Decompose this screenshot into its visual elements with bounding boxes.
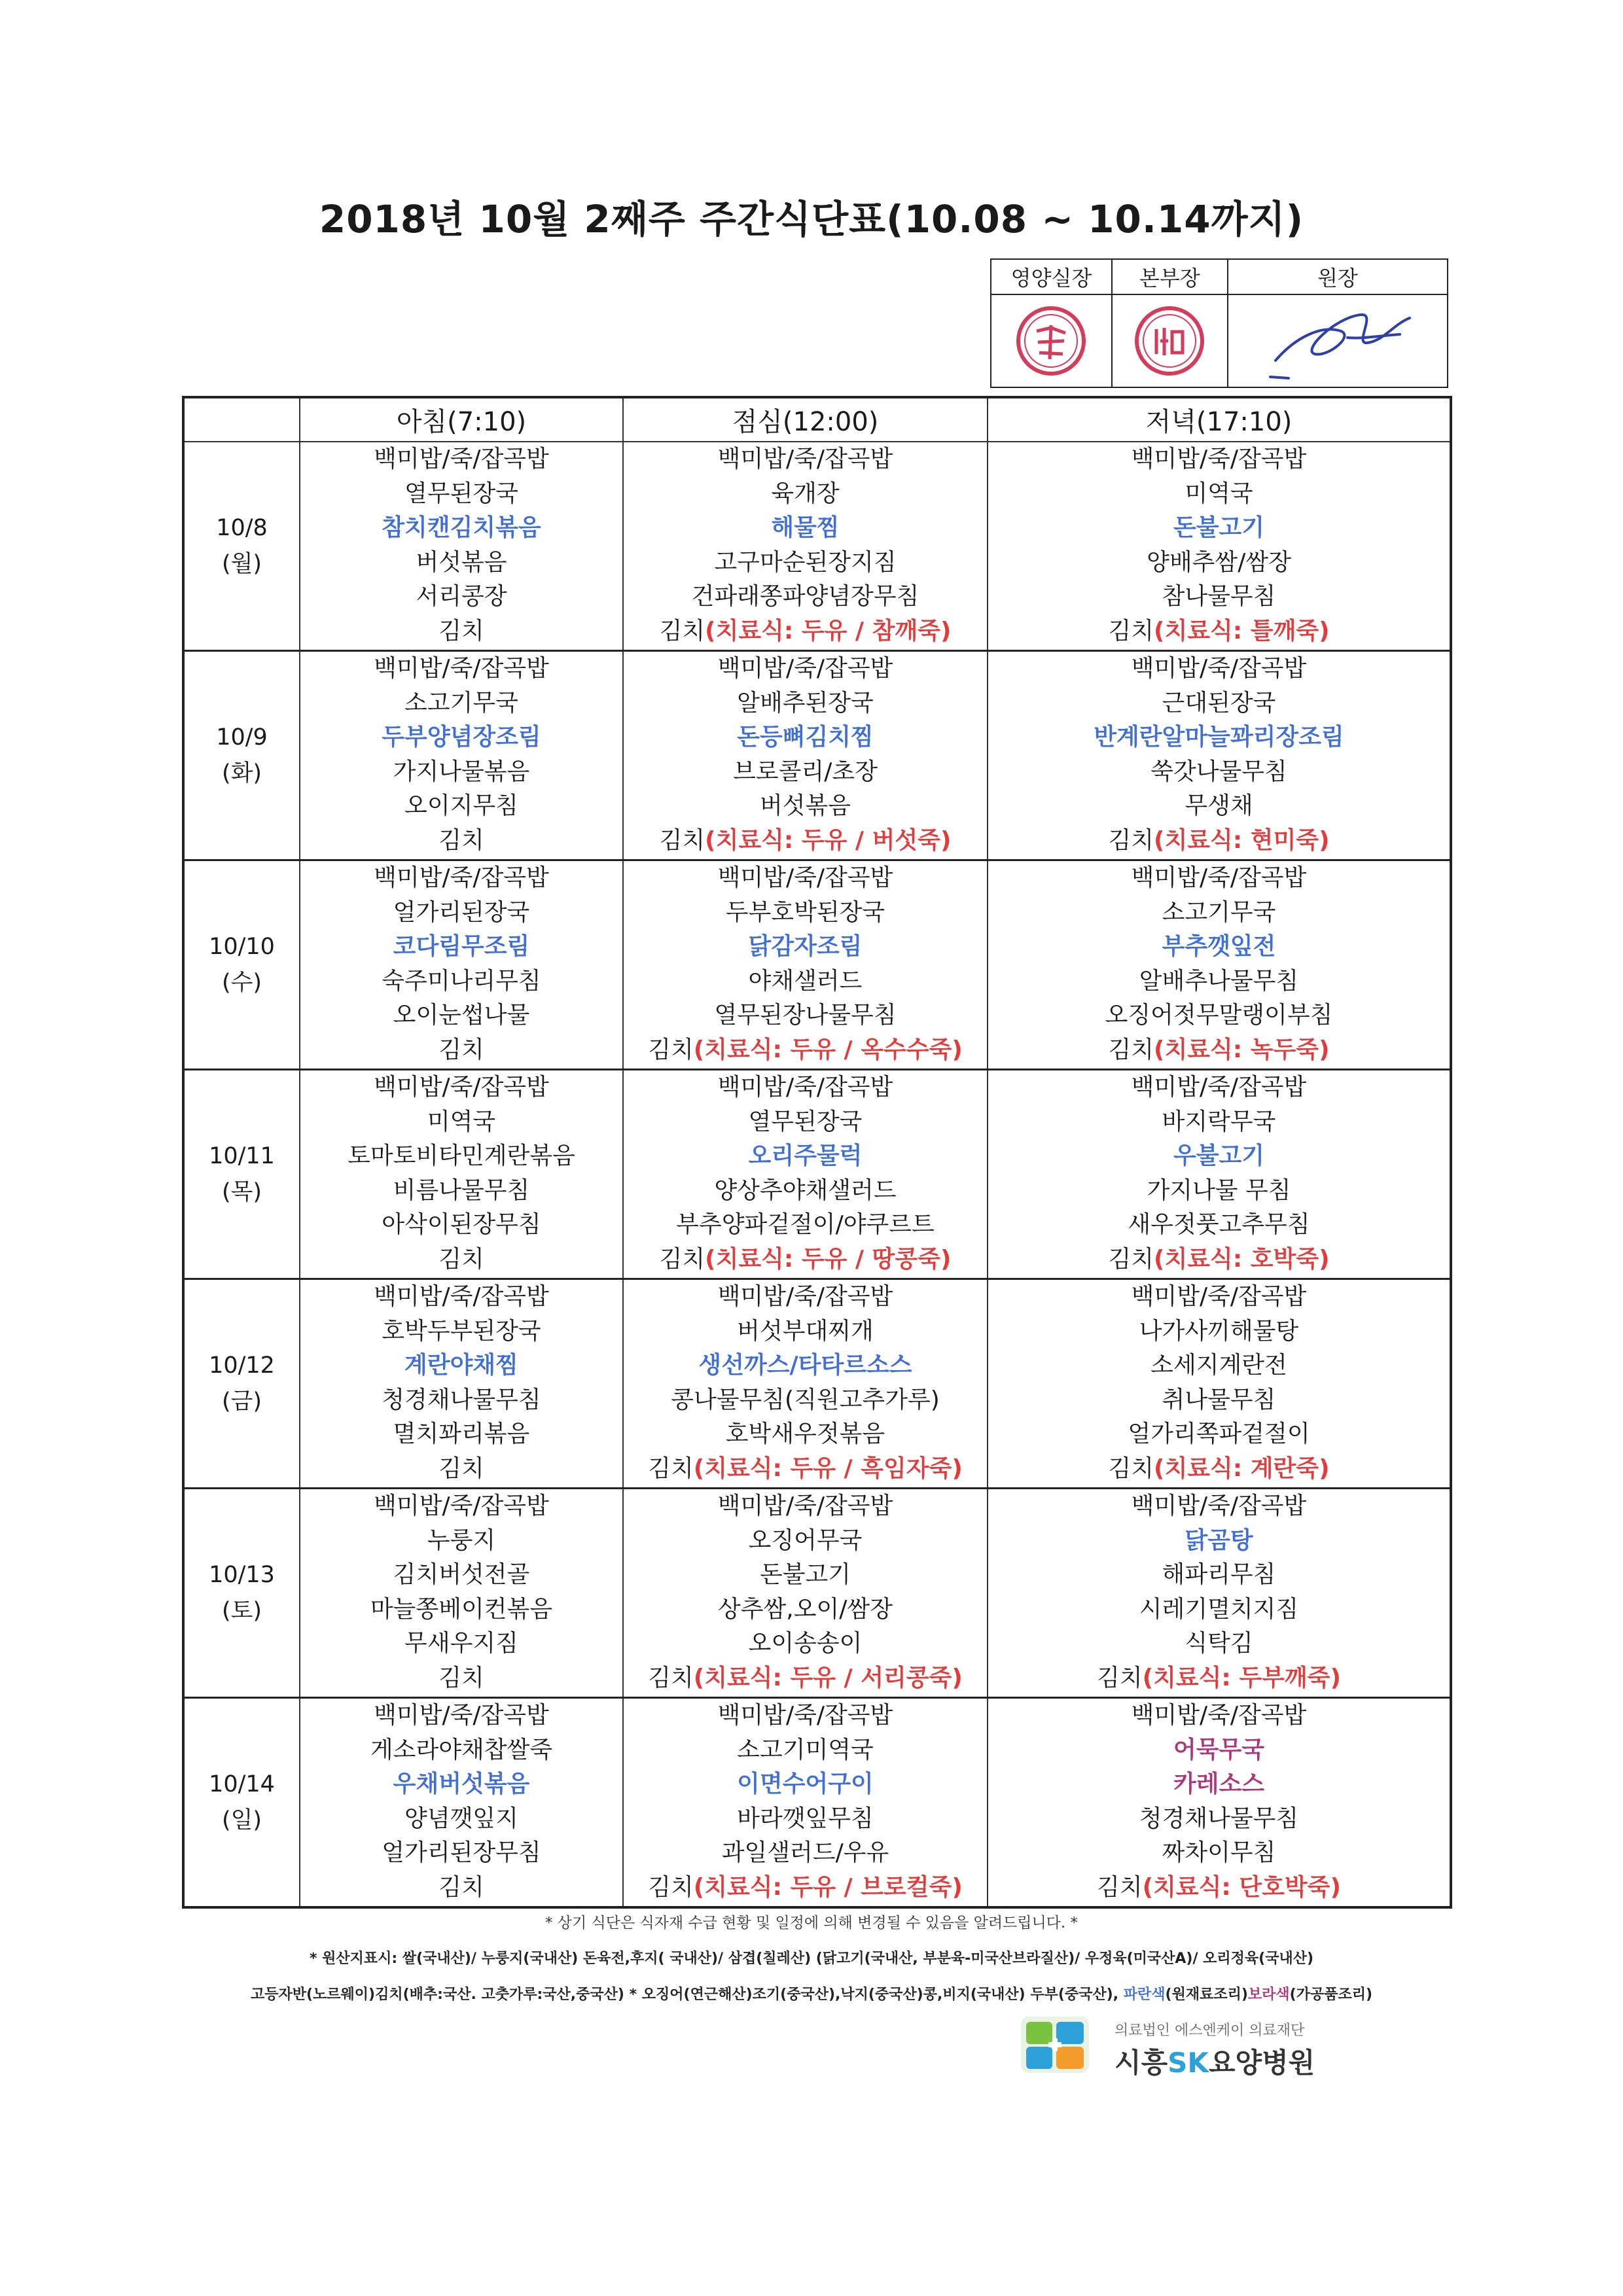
kimchi-label: 김치 xyxy=(1108,1245,1154,1273)
menu-item: 얼가리된장국 xyxy=(393,898,530,926)
day-cell xyxy=(183,651,300,860)
menu-item: 소고기미역국 xyxy=(737,1736,874,1763)
menu-item-main: 우채버섯볶음 xyxy=(393,1771,530,1797)
menu-item-main: 우불고기 xyxy=(1173,1142,1265,1169)
menu-item: 양념깻잎지 xyxy=(404,1805,518,1832)
menu-item-main: 생선까스/타타르소스 xyxy=(698,1352,912,1379)
menu-item-main: 코다림무조림 xyxy=(393,933,530,960)
menu-item: 백미밥/죽/잡곡밥 xyxy=(717,446,893,472)
menu-item-kimchi xyxy=(988,614,1450,649)
breakfast-cell xyxy=(300,442,623,651)
dinner-cell xyxy=(988,860,1451,1070)
menu-item: 소고기무국 xyxy=(404,689,518,716)
menu-item-main: 이면수어구이 xyxy=(737,1771,874,1797)
day-cell xyxy=(183,442,300,651)
menu-item: 버섯볶음 xyxy=(416,548,507,576)
menu-item: 무새우지짐 xyxy=(404,1630,518,1657)
weekly-menu-table xyxy=(182,396,1452,1909)
kimchi-label: 김치 xyxy=(648,1036,694,1063)
menu-item: 건파래쫑파양념장무침 xyxy=(691,583,919,610)
therapy-diet: (치료식: 계란죽) xyxy=(1154,1455,1330,1482)
breakfast-cell xyxy=(300,1070,623,1279)
dinner-cell xyxy=(988,442,1451,651)
logo-name xyxy=(1115,2041,1315,2081)
lunch-cell xyxy=(623,442,988,651)
menu-item: 짜차이무침 xyxy=(1162,1839,1276,1866)
day-weekday: (화) xyxy=(221,760,262,786)
therapy-diet: (치료식: 틀깨죽) xyxy=(1154,617,1330,645)
logo-subtitle: 의료법인 에스엔케이 의료재단 xyxy=(1115,2022,1305,2039)
menu-item: 아삭이된장무침 xyxy=(382,1211,541,1238)
day-weekday: (금) xyxy=(221,1388,262,1415)
menu-item: 양배추쌈/쌈장 xyxy=(1147,548,1291,576)
approval-header-director: 본부장 xyxy=(1112,259,1228,294)
day-weekday: (일) xyxy=(221,1807,262,1833)
lunch-cell xyxy=(623,1489,988,1698)
menu-item: 백미밥/죽/잡곡밥 xyxy=(1131,1702,1307,1729)
menu-item: 무생채 xyxy=(1185,792,1253,819)
menu-item-main: 돈등뼈김치찜 xyxy=(737,724,874,751)
menu-item: 해파리무침 xyxy=(1162,1561,1276,1588)
day-date: 10/10 xyxy=(209,934,275,961)
menu-item: 김치 xyxy=(438,617,484,645)
breakfast-cell xyxy=(300,651,623,860)
menu-item: 백미밥/죽/잡곡밥 xyxy=(374,1074,549,1101)
menu-item: 백미밥/죽/잡곡밥 xyxy=(1131,655,1307,682)
menu-item: 백미밥/죽/잡곡밥 xyxy=(374,446,549,472)
legend-pink-desc: (가공품조리) xyxy=(1289,1987,1373,2003)
menu-item: 청경채나물무침 xyxy=(1139,1805,1299,1832)
header-dinner: 저녁(17:10) xyxy=(988,397,1451,442)
day-row xyxy=(183,1698,1451,1908)
logo-name-suffix: 요양병원 xyxy=(1208,2047,1315,2079)
menu-item: 알배추나물무침 xyxy=(1139,967,1299,995)
menu-item: 게소라야채찹쌀죽 xyxy=(370,1736,553,1763)
menu-item-kimchi xyxy=(988,1033,1450,1068)
signature-icon xyxy=(1262,298,1413,383)
day-row xyxy=(183,1489,1451,1698)
menu-item: 버섯부대찌개 xyxy=(737,1317,874,1345)
menu-item: 호박두부된장국 xyxy=(382,1317,541,1345)
menu-item: 백미밥/죽/잡곡밥 xyxy=(717,1283,893,1310)
menu-item-kimchi xyxy=(624,1243,987,1277)
day-date: 10/14 xyxy=(209,1771,275,1798)
day-date: 10/12 xyxy=(209,1352,275,1379)
approval-signature-chief xyxy=(1228,294,1448,387)
approval-stamp-nutrition xyxy=(991,294,1112,387)
menu-item: 청경채나물무침 xyxy=(382,1386,541,1413)
kimchi-label: 김치 xyxy=(659,1245,705,1273)
menu-item: 상추쌈,오이/쌈장 xyxy=(717,1595,893,1623)
therapy-diet: (치료식: 호박죽) xyxy=(1154,1245,1330,1273)
header-breakfast: 아침(7:10) xyxy=(300,397,623,442)
menu-item: 김치 xyxy=(438,826,484,854)
menu-item-main: 부추깻잎전 xyxy=(1162,933,1276,960)
header-corner xyxy=(183,397,300,442)
menu-item: 얼가리된장무침 xyxy=(382,1839,541,1866)
menu-item: 오징어무국 xyxy=(748,1527,863,1554)
lunch-cell xyxy=(623,651,988,860)
dinner-cell xyxy=(988,1279,1451,1489)
menu-item-main: 오리주물럭 xyxy=(748,1142,863,1169)
menu-item: 백미밥/죽/잡곡밥 xyxy=(374,864,549,891)
menu-item-main: 돈불고기 xyxy=(1173,514,1265,541)
day-row xyxy=(183,1279,1451,1489)
menu-item: 백미밥/죽/잡곡밥 xyxy=(717,1702,893,1729)
menu-item-kimchi xyxy=(988,1871,1450,1905)
day-row xyxy=(183,442,1451,651)
lunch-cell xyxy=(623,1279,988,1489)
red-seal-stamp-icon xyxy=(1130,302,1209,380)
kimchi-label: 김치 xyxy=(648,1873,694,1901)
menu-item: 백미밥/죽/잡곡밥 xyxy=(717,655,893,682)
therapy-diet: (치료식: 녹두죽) xyxy=(1154,1036,1330,1063)
day-row xyxy=(183,651,1451,860)
menu-item-kimchi xyxy=(988,824,1450,858)
therapy-diet: (치료식: 두유 / 버섯죽) xyxy=(705,826,952,854)
page-title: 2018년 10월 2째주 주간식단표(10.08 ~ 10.14까지) xyxy=(319,197,1304,241)
menu-item: 알배추된장국 xyxy=(737,689,874,716)
dinner-cell xyxy=(988,1070,1451,1279)
menu-item: 야채샐러드 xyxy=(748,967,863,995)
therapy-diet: (치료식: 두유 / 브로컬죽) xyxy=(693,1873,963,1901)
day-cell xyxy=(183,1698,300,1908)
day-weekday: (월) xyxy=(221,550,262,577)
kimchi-label: 김치 xyxy=(1108,1455,1154,1482)
menu-item: 오이송송이 xyxy=(748,1630,863,1657)
menu-item: 오징어젓무말랭이부침 xyxy=(1105,1002,1333,1029)
menu-item: 김치 xyxy=(438,1036,484,1063)
menu-item-main: 계란야채찜 xyxy=(404,1352,518,1379)
kimchi-label: 김치 xyxy=(1108,1036,1154,1063)
menu-item: 새우젓풋고추무침 xyxy=(1128,1211,1310,1238)
menu-item: 미역국 xyxy=(427,1108,496,1135)
menu-item: 과일샐러드/우유 xyxy=(721,1839,889,1866)
day-weekday: (수) xyxy=(221,969,262,996)
menu-item: 백미밥/죽/잡곡밥 xyxy=(717,1492,893,1519)
lunch-cell xyxy=(623,1698,988,1908)
menu-item: 토마토비타민계란볶음 xyxy=(348,1142,575,1169)
menu-item: 백미밥/죽/잡곡밥 xyxy=(374,1702,549,1729)
menu-item: 가지나물 무침 xyxy=(1147,1176,1291,1204)
menu-item: 양상추야채샐러드 xyxy=(714,1176,897,1204)
menu-item: 미역국 xyxy=(1185,480,1253,507)
menu-item-kimchi xyxy=(988,1452,1450,1487)
menu-item: 김치버섯전골 xyxy=(393,1561,530,1588)
dinner-cell xyxy=(988,651,1451,860)
menu-item: 누룽지 xyxy=(427,1527,496,1554)
breakfast-cell xyxy=(300,1698,623,1908)
menu-item: 바지락무국 xyxy=(1162,1108,1276,1135)
menu-item: 육개장 xyxy=(771,480,840,507)
menu-item: 백미밥/죽/잡곡밥 xyxy=(1131,1074,1307,1101)
kimchi-label: 김치 xyxy=(1108,617,1154,645)
therapy-diet: (치료식: 두유 / 땅콩죽) xyxy=(705,1245,952,1273)
menu-item: 백미밥/죽/잡곡밥 xyxy=(374,1283,549,1310)
day-row xyxy=(183,860,1451,1070)
therapy-diet: (치료식: 단호박죽) xyxy=(1142,1873,1341,1901)
kimchi-label: 김치 xyxy=(1108,826,1154,854)
lunch-cell xyxy=(623,860,988,1070)
kimchi-label: 김치 xyxy=(1097,1873,1143,1901)
menu-item: 열무된장나물무침 xyxy=(714,1002,897,1029)
menu-item-kimchi xyxy=(624,824,987,858)
kimchi-label: 김치 xyxy=(659,617,705,645)
therapy-diet: (치료식: 두유 / 서리콩죽) xyxy=(693,1664,963,1691)
menu-item-main: 반계란알마늘꽈리장조림 xyxy=(1094,724,1344,751)
menu-item: 열무된장국 xyxy=(748,1108,863,1135)
header-lunch: 점심(12:00) xyxy=(623,397,988,442)
lunch-cell xyxy=(623,1070,988,1279)
menu-item: 콩나물무침(직원고추가루) xyxy=(671,1386,940,1413)
origin-note-line2 xyxy=(0,1983,1623,2004)
breakfast-cell xyxy=(300,1489,623,1698)
red-seal-stamp-icon xyxy=(1012,302,1090,380)
menu-item: 멸치꽈리볶음 xyxy=(393,1421,530,1447)
menu-item: 김치 xyxy=(438,1245,484,1273)
hospital-cross-logo-icon xyxy=(1020,2015,1090,2074)
breakfast-cell xyxy=(300,860,623,1070)
menu-item-kimchi xyxy=(988,1243,1450,1277)
day-date: 10/13 xyxy=(209,1562,275,1589)
day-weekday: (목) xyxy=(221,1178,262,1205)
menu-item: 취나물무침 xyxy=(1162,1386,1276,1413)
menu-item: 버섯볶음 xyxy=(759,792,851,819)
menu-item: 비름나물무침 xyxy=(393,1176,530,1204)
menu-item: 오이눈썹나물 xyxy=(393,1002,530,1029)
approval-stamp-director xyxy=(1112,294,1228,387)
menu-item: 열무된장국 xyxy=(404,480,518,507)
menu-item: 마늘쫑베이컨볶음 xyxy=(370,1595,553,1623)
menu-item-kimchi xyxy=(624,614,987,649)
menu-item: 쑥갓나물무침 xyxy=(1150,758,1287,785)
day-cell xyxy=(183,860,300,1070)
menu-item: 백미밥/죽/잡곡밥 xyxy=(374,1492,549,1519)
logo-name-prefix: 시흥 xyxy=(1115,2047,1168,2079)
menu-item: 바라깻잎무침 xyxy=(737,1805,874,1832)
menu-item: 참나물무침 xyxy=(1162,583,1276,610)
origin-note-line1: * 원산지표시: 쌀(국내산)/ 누룽지(국내산) 돈육전,후지( 국내산)/ 삼겹(칠레산) (닭고기(국내산, 부분육-미국산브라질산)/ 우정육(미국산A)/ 오리정육(국내산) xyxy=(309,1951,1314,1967)
menu-item: 김치 xyxy=(438,1873,484,1901)
menu-item-main: 닭곰탕 xyxy=(1185,1527,1253,1554)
day-cell xyxy=(183,1489,300,1698)
dinner-cell xyxy=(988,1698,1451,1908)
day-date: 10/11 xyxy=(209,1143,275,1170)
approval-header-chief: 원장 xyxy=(1228,259,1448,294)
change-notice: * 상기 식단은 식자재 수급 현황 및 일정에 의해 변경될 수 있음을 알려드립니다. * xyxy=(544,1915,1079,1932)
menu-item-processed: 카레소스 xyxy=(1173,1771,1265,1797)
menu-item: 돈불고기 xyxy=(759,1561,851,1588)
menu-item: 식탁김 xyxy=(1185,1630,1253,1657)
menu-item-kimchi xyxy=(624,1871,987,1905)
therapy-diet: (치료식: 두유 / 옥수수죽) xyxy=(693,1036,963,1063)
day-cell xyxy=(183,1070,300,1279)
menu-item-kimchi xyxy=(624,1661,987,1696)
menu-item: 브로콜리/초장 xyxy=(733,758,878,785)
hospital-logo xyxy=(1020,2015,1327,2081)
menu-item: 시레기멸치지짐 xyxy=(1139,1595,1299,1623)
day-row xyxy=(183,1070,1451,1279)
menu-item: 백미밥/죽/잡곡밥 xyxy=(1131,446,1307,472)
menu-item: 두부호박된장국 xyxy=(725,898,885,926)
menu-item: 백미밥/죽/잡곡밥 xyxy=(1131,1283,1307,1310)
kimchi-label: 김치 xyxy=(1097,1664,1143,1691)
logo-name-highlight: SK xyxy=(1168,2047,1209,2079)
day-date: 10/9 xyxy=(216,724,268,751)
menu-item: 나가사끼해물탕 xyxy=(1139,1317,1299,1345)
menu-item: 백미밥/죽/잡곡밥 xyxy=(374,655,549,682)
menu-item-kimchi xyxy=(988,1661,1450,1696)
menu-item: 부추양파겉절이/야쿠르트 xyxy=(676,1211,935,1238)
therapy-diet: (치료식: 두부깨죽) xyxy=(1142,1664,1341,1691)
approval-header-nutrition: 영양실장 xyxy=(991,259,1112,294)
menu-item: 김치 xyxy=(438,1664,484,1691)
legend-blue-label: 파란색 xyxy=(1123,1987,1166,2003)
kimchi-label: 김치 xyxy=(648,1455,694,1482)
day-weekday: (토) xyxy=(221,1597,262,1624)
menu-item-main: 참치캔김치볶음 xyxy=(382,514,541,541)
menu-item: 근대된장국 xyxy=(1162,689,1276,716)
menu-item: 서리콩장 xyxy=(416,583,507,610)
kimchi-label: 김치 xyxy=(659,826,705,854)
menu-item: 소세지계란전 xyxy=(1150,1352,1287,1379)
menu-item: 고구마순된장지짐 xyxy=(714,548,897,576)
day-date: 10/8 xyxy=(216,515,268,542)
therapy-diet: (치료식: 두유 / 흑임자죽) xyxy=(693,1455,963,1482)
menu-item: 백미밥/죽/잡곡밥 xyxy=(717,1074,893,1101)
kimchi-label: 김치 xyxy=(648,1664,694,1691)
menu-item: 숙주미나리무침 xyxy=(382,967,541,995)
menu-item: 김치 xyxy=(438,1455,484,1482)
menu-item-kimchi xyxy=(624,1452,987,1487)
day-cell xyxy=(183,1279,300,1489)
legend-blue-desc: (원재료조리) xyxy=(1165,1987,1248,2003)
menu-item: 얼가리쪽파겉절이 xyxy=(1128,1421,1310,1447)
menu-item-processed: 어묵무국 xyxy=(1173,1736,1265,1763)
menu-item: 백미밥/죽/잡곡밥 xyxy=(1131,1492,1307,1519)
menu-item: 백미밥/죽/잡곡밥 xyxy=(1131,864,1307,891)
breakfast-cell xyxy=(300,1279,623,1489)
menu-item-kimchi xyxy=(624,1033,987,1068)
therapy-diet: (치료식: 현미죽) xyxy=(1154,826,1330,854)
menu-item: 가지나물볶음 xyxy=(393,758,530,785)
origin-note-text: 고등자반(노르웨이)김치(배추:국산. 고춧가루:국산,중국산) * 오징어(연근해산)조기(중국산),낙지(중국산)콩,비지(국내산) 두부(중국산), xyxy=(250,1987,1124,2003)
menu-item-main: 해물찜 xyxy=(771,514,840,541)
legend-pink-label: 보라색 xyxy=(1247,1987,1290,2003)
menu-item-main: 두부양념장조림 xyxy=(382,724,541,751)
menu-item: 호박새우젓볶음 xyxy=(725,1421,885,1447)
menu-item-main: 닭감자조림 xyxy=(748,933,863,960)
approval-box xyxy=(990,258,1448,388)
menu-item: 소고기무국 xyxy=(1162,898,1276,926)
menu-item: 오이지무침 xyxy=(404,792,518,819)
therapy-diet: (치료식: 두유 / 참깨죽) xyxy=(705,617,952,645)
menu-item: 백미밥/죽/잡곡밥 xyxy=(717,864,893,891)
dinner-cell xyxy=(988,1489,1451,1698)
